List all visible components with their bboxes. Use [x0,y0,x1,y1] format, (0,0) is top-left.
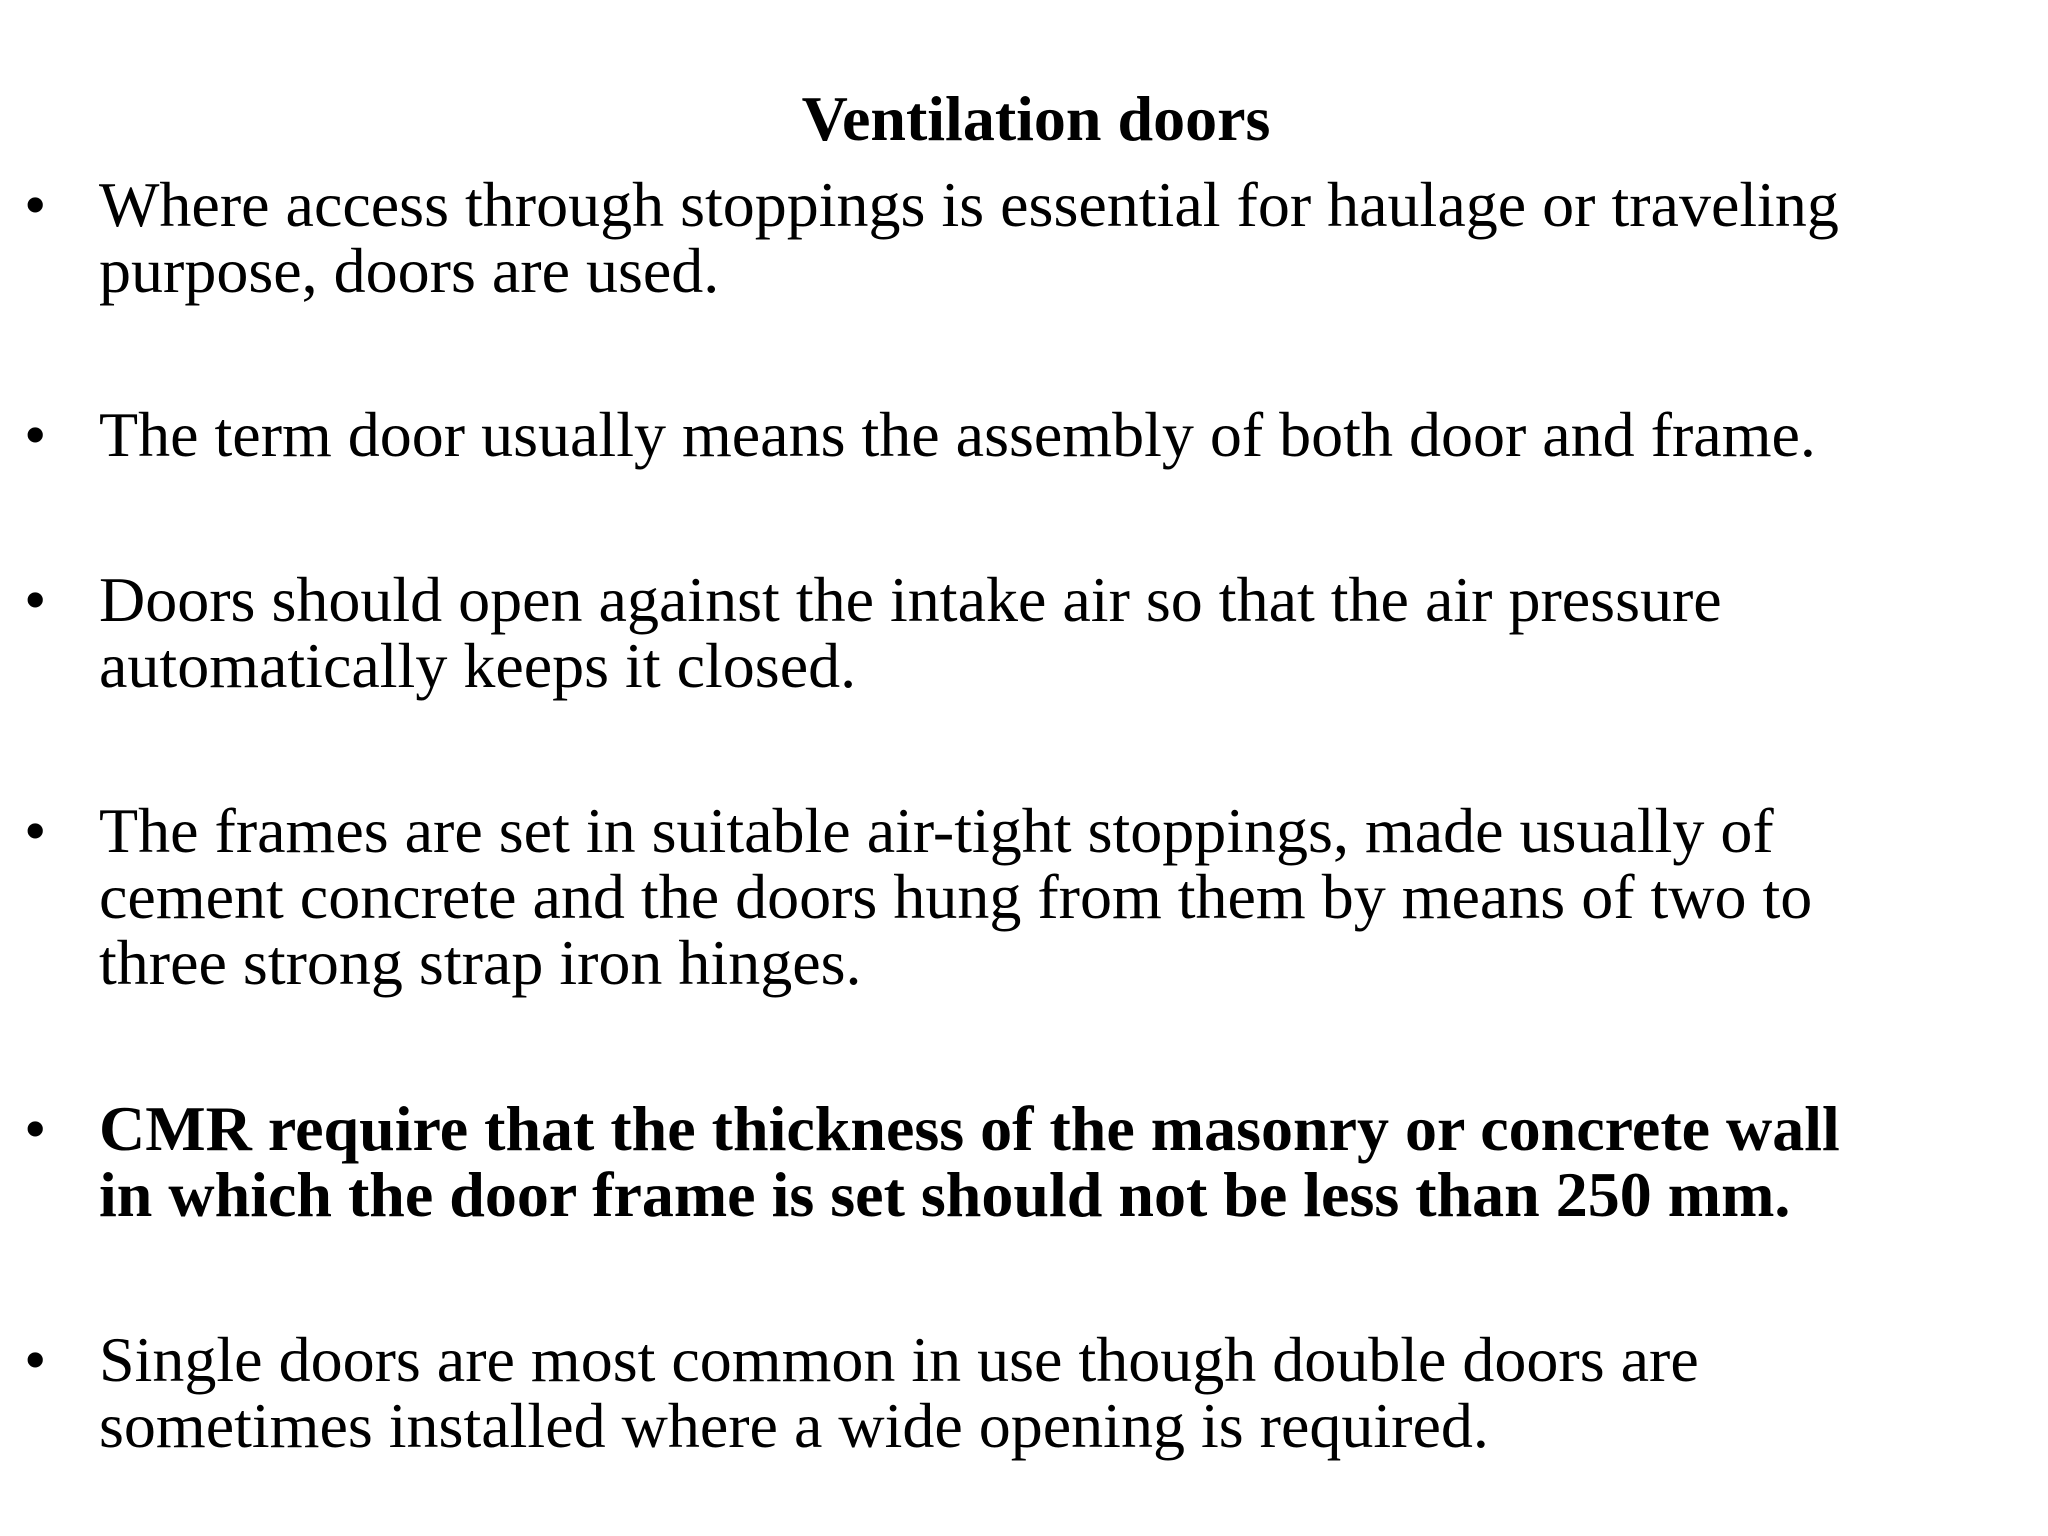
bullet-text [99,169,2039,306]
bullet-text [99,399,2039,470]
bullet-icon: • [24,169,47,240]
bullet-icon: • [24,1093,47,1164]
bullet-icon: • [24,399,47,470]
bullet-line: purpose, doors are used. [99,235,720,306]
bullet-text [99,1093,2039,1230]
bullet-line: CMR require that the thickness of the masonry or concrete wall [99,1093,1840,1164]
bullet-text [99,564,2039,701]
bullet-icon: • [24,795,47,866]
bullet-line: three strong strap iron hinges. [99,927,862,998]
bullet-line: cement concrete and the doors hung from them by means of two to [99,861,1813,932]
bullet-line: sometimes installed where a wide opening is required. [99,1390,1489,1461]
bullet-line: Where access through stoppings is essential for haulage or traveling [99,169,1839,240]
bullet-icon: • [24,1324,47,1395]
slide-title: Ventilation doors [801,83,1271,154]
bullet-text [99,1324,2039,1461]
bullet-icon: • [24,564,47,635]
bullet-line: automatically keeps it closed. [99,630,857,701]
bullet-line: in which the door frame is set should not be less than 250 mm. [99,1159,1791,1230]
bullet-text [99,795,2039,998]
bullet-line: Single doors are most common in use though double doors are [99,1324,1699,1395]
bullet-line: The term door usually means the assembly of both door and frame. [99,399,1816,470]
bullet-line: The frames are set in suitable air-tight stoppings, made usually of [99,795,1774,866]
bullet-line: Doors should open against the intake air so that the air pressure [99,564,1722,635]
